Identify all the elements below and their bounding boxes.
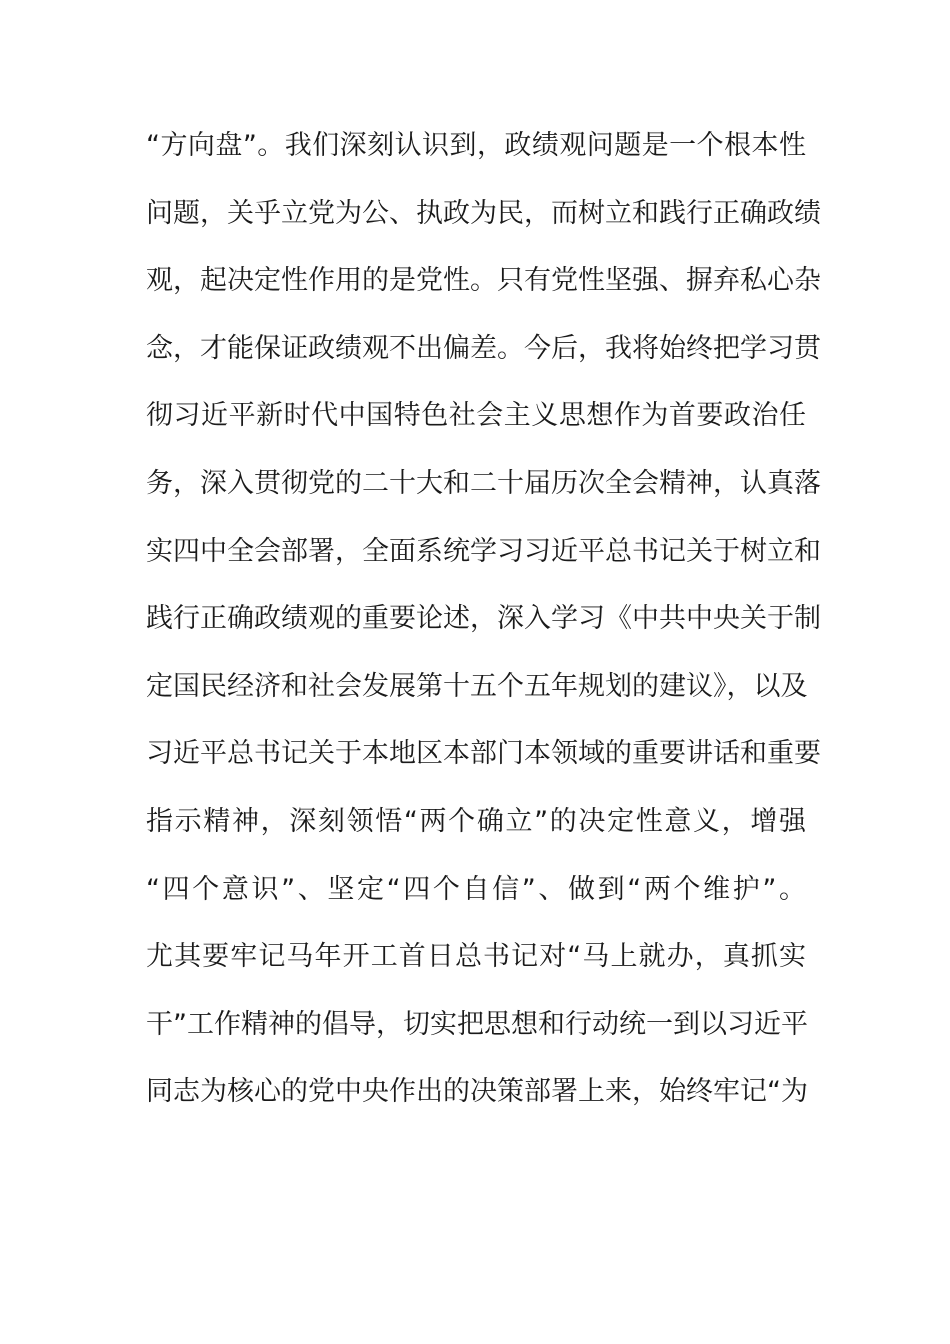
text-line: 问题，关乎立党为公、执政为民，而树立和践行正确政绩	[146, 197, 821, 229]
body-paragraph	[146, 112, 821, 1126]
text-line: 同志为核心的党中央作出的决策部署上来，始终牢记“为	[146, 1076, 808, 1108]
text-line: 实四中全会部署，全面系统学习习近平总书记关于树立和	[146, 535, 821, 567]
text-line: “方向盘”。我们深刻认识到，政绩观问题是一个根本性	[146, 130, 806, 161]
text-line: 践行正确政绩观的重要论述，深入学习《中共中央关于制	[146, 603, 821, 635]
text-line: 尤其要牢记马年开工首日总书记对“马上就办，真抓实	[146, 941, 806, 973]
text-line: 观，起决定性作用的是党性。只有党性坚强、摒弃私心杂	[146, 265, 821, 297]
text-line: 指示精神，深刻领悟“两个确立”的决定性意义，增强	[146, 805, 806, 837]
text-line: 习近平总书记关于本地区本部门本领域的重要讲话和重要	[146, 738, 821, 770]
text-line: 干”工作精神的倡导，切实把思想和行动统一到以习近平	[146, 1008, 808, 1040]
text-line: 务，深入贯彻党的二十大和二十届历次全会精神，认真落	[146, 467, 821, 499]
text-line: “四个意识”、坚定“四个自信”、做到“两个维护”。	[146, 873, 806, 905]
text-line: 念，才能保证政绩观不出偏差。今后，我将始终把学习贯	[146, 332, 821, 364]
text-line: 定国民经济和社会发展第十五个五年规划的建议》，以及	[146, 670, 808, 702]
text-line: 彻习近平新时代中国特色社会主义思想作为首要政治任	[146, 400, 806, 432]
